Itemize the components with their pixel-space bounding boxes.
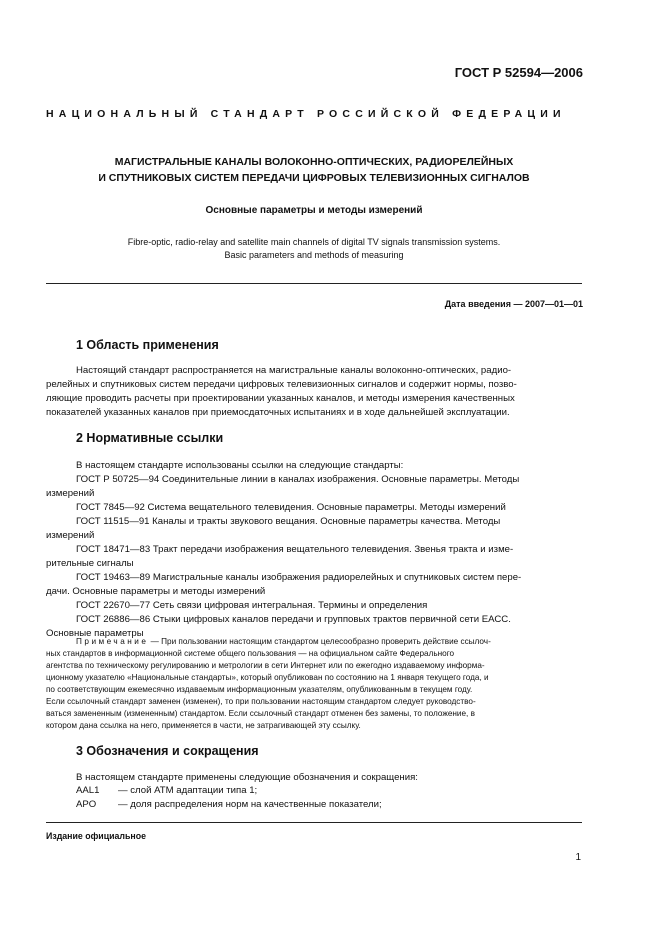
reference-line: измерений [46,488,95,499]
english-title-line-1: Fibre-optic, radio-relay and satellite main channels of digital TV signals transmission systems. [127,237,501,247]
reference-line: Основные параметры [46,628,144,639]
note-line: ционному указателю «Национальные стандарты», который опубликован по состоянию на 1 января текущего года, и [46,673,489,682]
reference-line: ГОСТ 26886—86 Стыки цифровых каналов передачи и групповых трактов первичной сети ЕАСС. [76,614,511,625]
note-line: Если ссылочный стандарт заменен (изменен), то при пользовании настоящим стандартом следует руководство- [46,697,476,706]
title-divider [46,283,582,284]
official-edition-label: Издание официальное [46,831,146,841]
english-title-line-2: Basic parameters and methods of measuring [224,250,404,260]
national-standard-banner: НАЦИОНАЛЬНЫЙ СТАНДАРТ РОССИЙСКОЙ ФЕДЕРАЦИИ [46,108,566,120]
abbreviation-term: APO [76,799,97,810]
title-line-1: МАГИСТРАЛЬНЫЕ КАНАЛЫ ВОЛОКОННО-ОПТИЧЕСКИХ, РАДИОРЕЛЕЙНЫХ [114,156,514,168]
introduction-date: Дата введения — 2007—01—01 [444,299,583,309]
document-subtitle: Основные параметры и методы измерений [205,205,423,216]
note-line: агентства по техническому регулированию и метрологии в сети Интернет или по ежегодно издаваемому информа- [46,661,485,670]
title-line-2: И СПУТНИКОВЫХ СИСТЕМ ПЕРЕДАЧИ ЦИФРОВЫХ ТЕЛЕВИЗИОННЫХ СИГНАЛОВ [98,172,530,184]
page-number: 1 [575,852,581,863]
paragraph-line: ляющие проводить расчеты при проектировании указанных каналов, и методы измерения качественных [46,393,515,404]
note-line [46,636,582,648]
note-label: Примечание [76,637,149,646]
section-2-references [46,459,582,641]
reference-line: ГОСТ 18471—83 Тракт передачи изображения вещательного телевидения. Звенья тракта и изме- [76,544,514,555]
note-text: — При пользовании настоящим стандартом целесообразно проверить действие ссылоч- [148,637,491,646]
note-line: по соответствующим ежемесячно издаваемым информационным указателям, опубликованным в текущем году. [46,685,473,694]
section-3-intro [46,771,582,785]
abbreviation-row [76,799,382,810]
reference-line: ГОСТ Р 50725—94 Соединительные линии в каналах изображения. Основные параметры. Методы [76,474,520,485]
reference-line: ГОСТ 11515—91 Каналы и тракты звукового вещания. Основные параметры качества. Методы [76,516,501,527]
reference-line: ГОСТ 19463—89 Магистральные каналы изображения радиорелейных и спутниковых систем пере- [76,572,522,583]
reference-line: рительные сигналы [46,558,134,569]
paragraph-line: релейных и спутниковых систем передачи цифровых телевизионных сигналов и содержит нормы, позво- [46,379,517,390]
reference-line: измерений [46,530,95,541]
english-title [46,236,582,262]
abbreviation-row [76,785,257,796]
reference-line: ГОСТ 7845—92 Система вещательного телевидения. Основные параметры. Методы измерений [76,502,506,513]
abbreviation-term: AAL1 [76,785,100,796]
section-2-heading: 2 Нормативные ссылки [76,431,224,445]
note-line: котором дана ссылка на него, применяется в части, не затрагивающей эту ссылку. [46,721,361,730]
document-number: ГОСТ Р 52594—2006 [454,65,583,80]
abbreviation-definition: — слой АТМ адаптации типа 1; [118,785,258,796]
reference-line: дачи. Основные параметры и методы измерений [46,586,266,597]
section-1-heading: 1 Область применения [76,338,219,352]
section-1-paragraph [46,364,582,420]
note-line: ваться замененным (измененным) стандартом. Если ссылочный стандарт отменен без замены, то положение, в [46,709,475,718]
note-block [46,636,582,732]
footer-divider [46,822,582,823]
document-title [46,154,582,186]
paragraph-line: показателей указанных каналов при приемосдаточных испытаниях и в ходе дальнейшей эксплуатации. [46,407,510,418]
abbreviations-intro: В настоящем стандарте применены следующие обозначения и сокращения: [76,772,418,783]
reference-line: В настоящем стандарте использованы ссылки на следующие стандарты: [76,460,404,471]
section-3-heading: 3 Обозначения и сокращения [76,744,259,758]
paragraph-line: Настоящий стандарт распространяется на магистральные каналы волоконно-оптических, радио- [76,365,512,376]
reference-line: ГОСТ 22670—77 Сеть связи цифровая интегральная. Термины и определения [76,600,428,611]
note-line: ных стандартов в информационной системе общего пользования — на официальном сайте Федерального [46,649,455,658]
abbreviation-definition: — доля распределения норм на качественные показатели; [118,799,382,810]
